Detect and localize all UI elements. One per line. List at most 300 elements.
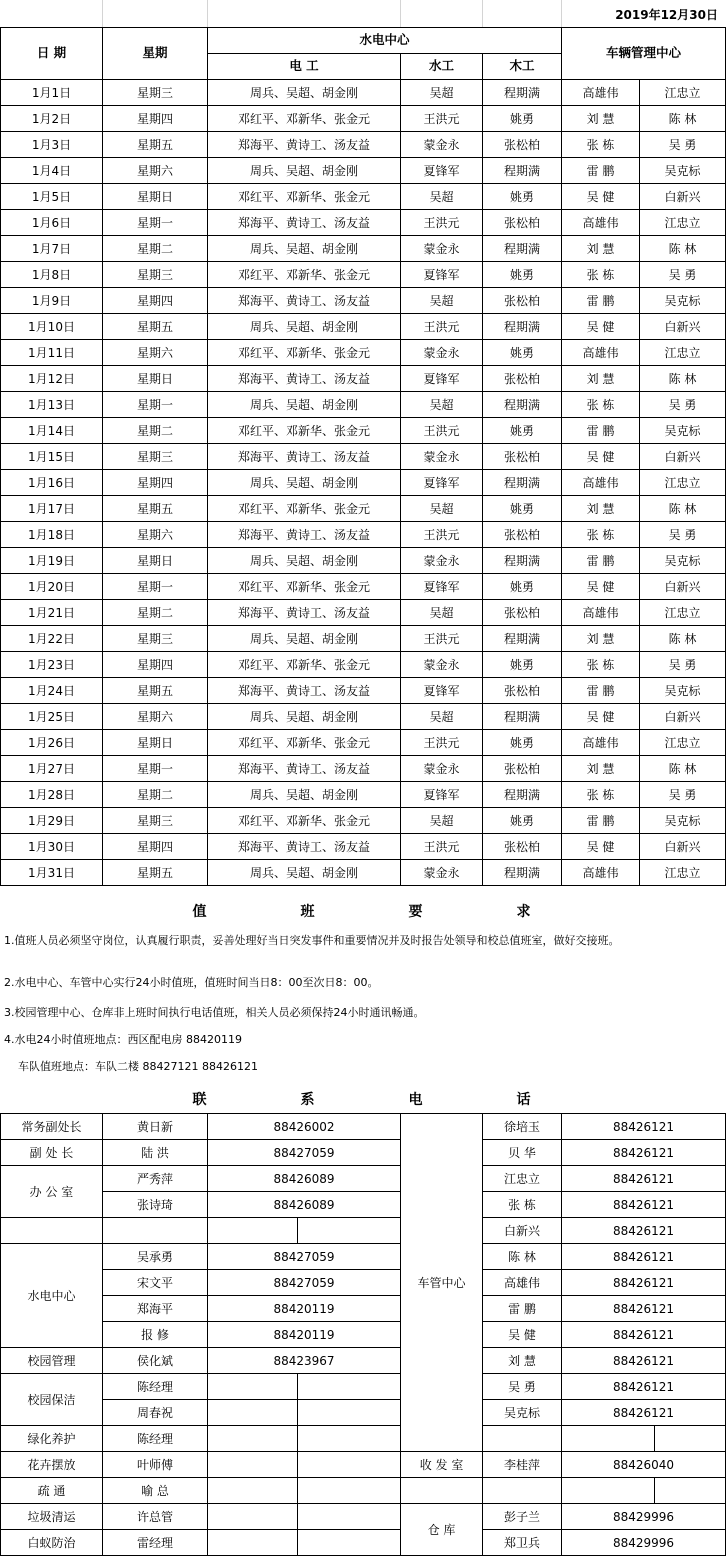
contact-name: 周春祝 [103, 1400, 208, 1426]
date-cell: 1月22日 [1, 626, 103, 652]
weekday-cell: 星期五 [103, 132, 208, 158]
contact-phone: 88420119 [208, 1296, 401, 1322]
contact-role: 校园管理 [1, 1348, 103, 1374]
vehicle-staff-cell: 吴 勇 [640, 262, 726, 288]
vehicle-staff-cell: 江忠立 [640, 860, 726, 886]
empty-cell [298, 1400, 401, 1426]
contact-name: 宋文平 [103, 1270, 208, 1296]
date-cell: 1月1日 [1, 80, 103, 106]
vehicle-staff-cell: 高雄伟 [562, 470, 640, 496]
schedule-row [1, 704, 726, 730]
date-cell: 1月9日 [1, 288, 103, 314]
vehicle-staff-cell: 吴克标 [640, 158, 726, 184]
schedule-row [1, 80, 726, 106]
empty-cell [208, 1218, 298, 1244]
vehicle-staff-cell: 刘 慧 [562, 366, 640, 392]
weekday-cell: 星期三 [103, 444, 208, 470]
schedule-row [1, 262, 726, 288]
date-cell: 1月18日 [1, 522, 103, 548]
carpenter-cell: 程期满 [483, 782, 562, 808]
vehicle-staff-cell: 吴 健 [562, 704, 640, 730]
vehicle-staff-cell: 白新兴 [640, 184, 726, 210]
weekday-cell: 星期二 [103, 236, 208, 262]
report-date: 2019年12月30日 [615, 8, 718, 22]
weekday-cell: 星期二 [103, 418, 208, 444]
vehicle-staff-phone: 88426121 [562, 1348, 726, 1374]
contact-phone: 88427059 [208, 1270, 401, 1296]
electrician-cell: 周兵、吴超、胡金刚 [208, 236, 401, 262]
schedule-row [1, 808, 726, 834]
electrician-cell: 郑海平、黄诗工、汤友益 [208, 132, 401, 158]
carpenter-cell: 程期满 [483, 158, 562, 184]
carpenter-cell: 程期满 [483, 860, 562, 886]
vehicle-staff-cell: 雷 鹏 [562, 418, 640, 444]
electrician-cell: 邓红平、邓新华、张金元 [208, 340, 401, 366]
plumber-cell: 蒙金永 [401, 340, 483, 366]
electrician-cell: 郑海平、黄诗工、汤友益 [208, 444, 401, 470]
vehicle-staff-cell: 高雄伟 [562, 210, 640, 236]
schedule-row [1, 496, 726, 522]
date-cell: 1月2日 [1, 106, 103, 132]
vehicle-staff-cell: 吴 勇 [640, 782, 726, 808]
contact-role: 校园保洁 [1, 1374, 103, 1426]
empty-cell [483, 1478, 562, 1504]
vehicle-staff-cell: 高雄伟 [562, 340, 640, 366]
top-header-strip [0, 0, 726, 27]
weekday-cell: 星期六 [103, 704, 208, 730]
electrician-cell: 周兵、吴超、胡金刚 [208, 782, 401, 808]
vehicle-staff-cell: 吴 健 [562, 184, 640, 210]
contact-name: 陈经理 [103, 1426, 208, 1452]
empty-cell [298, 1374, 401, 1400]
contact-role: 疏 通 [1, 1478, 103, 1504]
schedule-row [1, 652, 726, 678]
electrician-cell: 郑海平、黄诗工、汤友益 [208, 678, 401, 704]
empty-cell [298, 1478, 401, 1504]
header-plumber: 水工 [401, 54, 483, 80]
vehicle-staff-cell: 吴 健 [562, 574, 640, 600]
plumber-cell: 吴超 [401, 80, 483, 106]
contact-name: 陈经理 [103, 1374, 208, 1400]
contacts-title: 联 系 电 话 [192, 1092, 533, 1108]
electrician-cell: 周兵、吴超、胡金刚 [208, 314, 401, 340]
vehicle-staff-cell: 刘 慧 [562, 496, 640, 522]
vehicle-staff-cell: 刘 慧 [562, 626, 640, 652]
empty-cell [298, 1504, 401, 1530]
vehicle-staff-cell: 雷 鹏 [562, 158, 640, 184]
weekday-cell: 星期三 [103, 80, 208, 106]
weekday-cell: 星期四 [103, 470, 208, 496]
vehicle-staff-cell: 雷 鹏 [562, 548, 640, 574]
schedule-row [1, 444, 726, 470]
carpenter-cell: 张松柏 [483, 756, 562, 782]
empty-cell [208, 1478, 298, 1504]
vehicle-staff-cell: 张 栋 [562, 262, 640, 288]
plumber-cell: 蒙金永 [401, 236, 483, 262]
date-cell: 1月16日 [1, 470, 103, 496]
vehicle-staff-cell: 高雄伟 [562, 80, 640, 106]
carpenter-cell: 程期满 [483, 236, 562, 262]
schedule-row [1, 184, 726, 210]
contact-role: 常务副处长 [1, 1114, 103, 1140]
warehouse-phone: 88429996 [562, 1530, 726, 1556]
date-cell: 1月23日 [1, 652, 103, 678]
empty-cell [655, 1478, 726, 1504]
vehicle-staff-phone: 88426121 [562, 1374, 726, 1400]
electrician-cell: 邓红平、邓新华、张金元 [208, 184, 401, 210]
schedule-row [1, 782, 726, 808]
vehicle-staff-phone: 88426121 [562, 1192, 726, 1218]
contact-name: 许总管 [103, 1504, 208, 1530]
date-cell: 1月29日 [1, 808, 103, 834]
plumber-cell: 夏锋军 [401, 262, 483, 288]
requirement-3: 3.校园管理中心、仓库非上班时间执行电话值班，相关人员必须保持24小时通讯畅通。 [4, 1006, 425, 1019]
contact-name: 黄日新 [103, 1114, 208, 1140]
vehicle-staff-name: 白新兴 [483, 1218, 562, 1244]
plumber-cell: 王洪元 [401, 418, 483, 444]
carpenter-cell: 张松柏 [483, 444, 562, 470]
date-cell: 1月31日 [1, 860, 103, 886]
carpenter-cell: 姚勇 [483, 106, 562, 132]
weekday-cell: 星期二 [103, 782, 208, 808]
vehicle-staff-cell: 白新兴 [640, 704, 726, 730]
contact-role: 垃圾清运 [1, 1504, 103, 1530]
contact-name: 喻 总 [103, 1478, 208, 1504]
carpenter-cell: 张松柏 [483, 132, 562, 158]
carpenter-cell: 张松柏 [483, 600, 562, 626]
schedule-row [1, 834, 726, 860]
electrician-cell: 郑海平、黄诗工、汤友益 [208, 288, 401, 314]
contact-name: 严秀萍 [103, 1166, 208, 1192]
plumber-cell: 吴超 [401, 808, 483, 834]
electrician-cell: 周兵、吴超、胡金刚 [208, 860, 401, 886]
carpenter-cell: 张松柏 [483, 288, 562, 314]
date-cell: 1月21日 [1, 600, 103, 626]
electrician-cell: 郑海平、黄诗工、汤友益 [208, 366, 401, 392]
electrician-cell: 周兵、吴超、胡金刚 [208, 548, 401, 574]
contact-phone: 88423967 [208, 1348, 401, 1374]
requirement-vehicle-location: 车队值班地点：车队二楼 88427121 88426121 [18, 1060, 258, 1073]
contact-role: 副 处 长 [1, 1140, 103, 1166]
date-cell: 1月11日 [1, 340, 103, 366]
contact-name: 叶师傅 [103, 1452, 208, 1478]
vehicle-staff-phone: 88426121 [562, 1296, 726, 1322]
contact-name: 侯化斌 [103, 1348, 208, 1374]
empty-cell [298, 1426, 401, 1452]
schedule-row [1, 106, 726, 132]
carpenter-cell: 姚勇 [483, 652, 562, 678]
vehicle-staff-cell: 江忠立 [640, 340, 726, 366]
electrician-cell: 邓红平、邓新华、张金元 [208, 418, 401, 444]
plumber-cell: 王洪元 [401, 522, 483, 548]
vehicle-staff-cell: 陈 林 [640, 236, 726, 262]
vehicle-staff-cell: 高雄伟 [562, 730, 640, 756]
electrician-cell: 周兵、吴超、胡金刚 [208, 80, 401, 106]
empty-cell [208, 1504, 298, 1530]
date-cell: 1月15日 [1, 444, 103, 470]
vehicle-staff-cell: 吴克标 [640, 808, 726, 834]
schedule-row [1, 418, 726, 444]
warehouse-label: 仓 库 [401, 1504, 483, 1556]
weekday-cell: 星期二 [103, 600, 208, 626]
plumber-cell: 蒙金永 [401, 132, 483, 158]
vehicle-staff-name: 雷 鹏 [483, 1296, 562, 1322]
schedule-row [1, 210, 726, 236]
schedule-row [1, 600, 726, 626]
carpenter-cell: 程期满 [483, 80, 562, 106]
contact-role: 办 公 室 [1, 1166, 103, 1218]
requirements-title: 值 班 要 求 [192, 904, 533, 920]
contact-phone: 88420119 [208, 1322, 401, 1348]
plumber-cell: 吴超 [401, 392, 483, 418]
weekday-cell: 星期日 [103, 548, 208, 574]
electrician-cell: 邓红平、邓新华、张金元 [208, 730, 401, 756]
vehicle-staff-name: 高雄伟 [483, 1270, 562, 1296]
date-cell: 1月26日 [1, 730, 103, 756]
vehicle-staff-cell: 吴 勇 [640, 652, 726, 678]
empty-cell [483, 1426, 562, 1452]
electrician-cell: 郑海平、黄诗工、汤友益 [208, 756, 401, 782]
weekday-cell: 星期四 [103, 288, 208, 314]
carpenter-cell: 程期满 [483, 314, 562, 340]
weekday-cell: 星期五 [103, 314, 208, 340]
date-cell: 1月7日 [1, 236, 103, 262]
carpenter-cell: 张松柏 [483, 366, 562, 392]
weekday-cell: 星期日 [103, 184, 208, 210]
date-cell: 1月30日 [1, 834, 103, 860]
vehicle-staff-cell: 吴 健 [562, 314, 640, 340]
electrician-cell: 周兵、吴超、胡金刚 [208, 392, 401, 418]
date-cell: 1月27日 [1, 756, 103, 782]
carpenter-cell: 姚勇 [483, 418, 562, 444]
weekday-cell: 星期四 [103, 106, 208, 132]
electrician-cell: 郑海平、黄诗工、汤友益 [208, 600, 401, 626]
plumber-cell: 夏锋军 [401, 366, 483, 392]
weekday-cell: 星期六 [103, 340, 208, 366]
weekday-cell: 星期三 [103, 262, 208, 288]
carpenter-cell: 张松柏 [483, 678, 562, 704]
vehicle-staff-cell: 陈 林 [640, 756, 726, 782]
vehicle-staff-cell: 张 栋 [562, 782, 640, 808]
vehicle-staff-cell: 江忠立 [640, 600, 726, 626]
vehicle-staff-cell: 白新兴 [640, 834, 726, 860]
vehicle-staff-cell: 吴克标 [640, 548, 726, 574]
vehicle-staff-cell: 陈 林 [640, 626, 726, 652]
date-cell: 1月25日 [1, 704, 103, 730]
carpenter-cell: 张松柏 [483, 210, 562, 236]
schedule-row [1, 730, 726, 756]
schedule-row [1, 756, 726, 782]
weekday-cell: 星期五 [103, 678, 208, 704]
weekday-cell: 星期一 [103, 392, 208, 418]
plumber-cell: 王洪元 [401, 626, 483, 652]
date-cell: 1月10日 [1, 314, 103, 340]
vehicle-staff-name: 吴 健 [483, 1322, 562, 1348]
date-cell: 1月8日 [1, 262, 103, 288]
date-cell: 1月3日 [1, 132, 103, 158]
electrician-cell: 邓红平、邓新华、张金元 [208, 496, 401, 522]
electrician-cell: 周兵、吴超、胡金刚 [208, 470, 401, 496]
schedule-row [1, 158, 726, 184]
vehicle-staff-cell: 陈 林 [640, 106, 726, 132]
schedule-row [1, 340, 726, 366]
plumber-cell: 吴超 [401, 288, 483, 314]
vehicle-staff-cell: 江忠立 [640, 730, 726, 756]
plumber-cell: 王洪元 [401, 210, 483, 236]
empty-cell [208, 1530, 298, 1556]
header-water-center: 水电中心 [208, 28, 562, 54]
vehicle-staff-phone: 88426121 [562, 1218, 726, 1244]
vehicle-staff-cell: 高雄伟 [562, 860, 640, 886]
carpenter-cell: 张松柏 [483, 834, 562, 860]
date-cell: 1月5日 [1, 184, 103, 210]
empty-cell [208, 1374, 298, 1400]
requirement-4: 4.水电24小时值班地点：西区配电房 88420119 [4, 1033, 242, 1046]
carpenter-cell: 姚勇 [483, 574, 562, 600]
vehicle-staff-cell: 雷 鹏 [562, 808, 640, 834]
vehicle-staff-cell: 吴克标 [640, 418, 726, 444]
vehicle-staff-cell: 江忠立 [640, 80, 726, 106]
weekday-cell: 星期五 [103, 496, 208, 522]
weekday-cell: 星期一 [103, 574, 208, 600]
contact-phone: 88426089 [208, 1166, 401, 1192]
header-weekday: 星期 [103, 28, 208, 80]
plumber-cell: 吴超 [401, 600, 483, 626]
vehicle-staff-name: 吴克标 [483, 1400, 562, 1426]
weekday-cell: 星期四 [103, 834, 208, 860]
header-vehicle-center: 车辆管理中心 [562, 28, 726, 80]
vehicle-staff-cell: 江忠立 [640, 210, 726, 236]
vehicle-staff-cell: 刘 慧 [562, 106, 640, 132]
vehicle-staff-cell: 张 栋 [562, 132, 640, 158]
plumber-cell: 吴超 [401, 704, 483, 730]
empty-cell [208, 1426, 298, 1452]
electrician-cell: 周兵、吴超、胡金刚 [208, 626, 401, 652]
vehicle-staff-cell: 吴 勇 [640, 392, 726, 418]
vehicle-staff-phone: 88426121 [562, 1166, 726, 1192]
plumber-cell: 吴超 [401, 496, 483, 522]
empty-cell [208, 1400, 298, 1426]
vehicle-staff-name: 吴 勇 [483, 1374, 562, 1400]
vehicle-staff-cell: 吴克标 [640, 678, 726, 704]
contact-role: 绿化养护 [1, 1426, 103, 1452]
carpenter-cell: 姚勇 [483, 340, 562, 366]
carpenter-cell: 姚勇 [483, 808, 562, 834]
schedule-row [1, 626, 726, 652]
vehicle-staff-phone: 88426121 [562, 1140, 726, 1166]
plumber-cell: 王洪元 [401, 834, 483, 860]
header-carpenter: 木工 [483, 54, 562, 80]
vehicle-staff-cell: 张 栋 [562, 392, 640, 418]
schedule-row [1, 548, 726, 574]
electrician-cell: 郑海平、黄诗工、汤友益 [208, 522, 401, 548]
schedule-row [1, 236, 726, 262]
carpenter-cell: 姚勇 [483, 730, 562, 756]
vehicle-staff-name: 贝 华 [483, 1140, 562, 1166]
plumber-cell: 蒙金永 [401, 548, 483, 574]
plumber-cell: 夏锋军 [401, 782, 483, 808]
plumber-cell: 王洪元 [401, 730, 483, 756]
electrician-cell: 邓红平、邓新华、张金元 [208, 574, 401, 600]
weekday-cell: 星期六 [103, 158, 208, 184]
warehouse-name: 彭子兰 [483, 1504, 562, 1530]
carpenter-cell: 程期满 [483, 470, 562, 496]
schedule-row [1, 574, 726, 600]
carpenter-cell: 程期满 [483, 626, 562, 652]
weekday-cell: 星期四 [103, 652, 208, 678]
vehicle-staff-cell: 张 栋 [562, 522, 640, 548]
mailroom-label: 收 发 室 [401, 1452, 483, 1478]
vehicle-staff-name: 江忠立 [483, 1166, 562, 1192]
electrician-cell: 邓红平、邓新华、张金元 [208, 808, 401, 834]
vehicle-staff-cell: 吴 勇 [640, 522, 726, 548]
empty-cell [208, 1452, 298, 1478]
schedule-row [1, 366, 726, 392]
vehicle-staff-cell: 张 栋 [562, 652, 640, 678]
vehicle-staff-cell: 陈 林 [640, 496, 726, 522]
empty-cell [562, 1426, 655, 1452]
contact-name: 雷经理 [103, 1530, 208, 1556]
warehouse-name: 郑卫兵 [483, 1530, 562, 1556]
electrician-cell: 周兵、吴超、胡金刚 [208, 158, 401, 184]
vehicle-staff-cell: 吴 勇 [640, 132, 726, 158]
plumber-cell: 吴超 [401, 184, 483, 210]
plumber-cell: 蒙金永 [401, 860, 483, 886]
empty-cell [655, 1426, 726, 1452]
header-date: 日 期 [1, 28, 103, 80]
weekday-cell: 星期日 [103, 366, 208, 392]
electrician-cell: 郑海平、黄诗工、汤友益 [208, 834, 401, 860]
electrician-cell: 郑海平、黄诗工、汤友益 [208, 210, 401, 236]
empty-cell [1, 1218, 103, 1244]
schedule-rows [1, 80, 726, 886]
vehicle-staff-name: 张 栋 [483, 1192, 562, 1218]
empty-cell [298, 1452, 401, 1478]
vehicle-staff-cell: 雷 鹏 [562, 288, 640, 314]
vehicle-staff-name: 刘 慧 [483, 1348, 562, 1374]
empty-cell [562, 1478, 655, 1504]
warehouse-phone: 88429996 [562, 1504, 726, 1530]
weekday-cell: 星期三 [103, 808, 208, 834]
weekday-cell: 星期五 [103, 860, 208, 886]
vehicle-staff-cell: 白新兴 [640, 574, 726, 600]
carpenter-cell: 程期满 [483, 392, 562, 418]
carpenter-cell: 程期满 [483, 704, 562, 730]
mailroom-name: 李桂萍 [483, 1452, 562, 1478]
vehicle-staff-cell: 高雄伟 [562, 600, 640, 626]
schedule-row [1, 392, 726, 418]
empty-cell [298, 1530, 401, 1556]
electrician-cell: 邓红平、邓新华、张金元 [208, 106, 401, 132]
vehicle-staff-name: 陈 林 [483, 1244, 562, 1270]
electrician-cell: 周兵、吴超、胡金刚 [208, 704, 401, 730]
vehicle-staff-phone: 88426121 [562, 1114, 726, 1140]
mailroom-phone: 88426040 [562, 1452, 726, 1478]
contact-role: 花卉摆放 [1, 1452, 103, 1478]
header-electrician: 电 工 [208, 54, 401, 80]
date-cell: 1月24日 [1, 678, 103, 704]
contact-phone: 88426089 [208, 1192, 401, 1218]
plumber-cell: 夏锋军 [401, 470, 483, 496]
schedule-row [1, 314, 726, 340]
date-cell: 1月6日 [1, 210, 103, 236]
contact-name: 郑海平 [103, 1296, 208, 1322]
weekday-cell: 星期一 [103, 210, 208, 236]
duty-schedule-table [0, 27, 726, 886]
weekday-cell: 星期三 [103, 626, 208, 652]
vehicle-staff-cell: 白新兴 [640, 444, 726, 470]
empty-cell [103, 1218, 208, 1244]
